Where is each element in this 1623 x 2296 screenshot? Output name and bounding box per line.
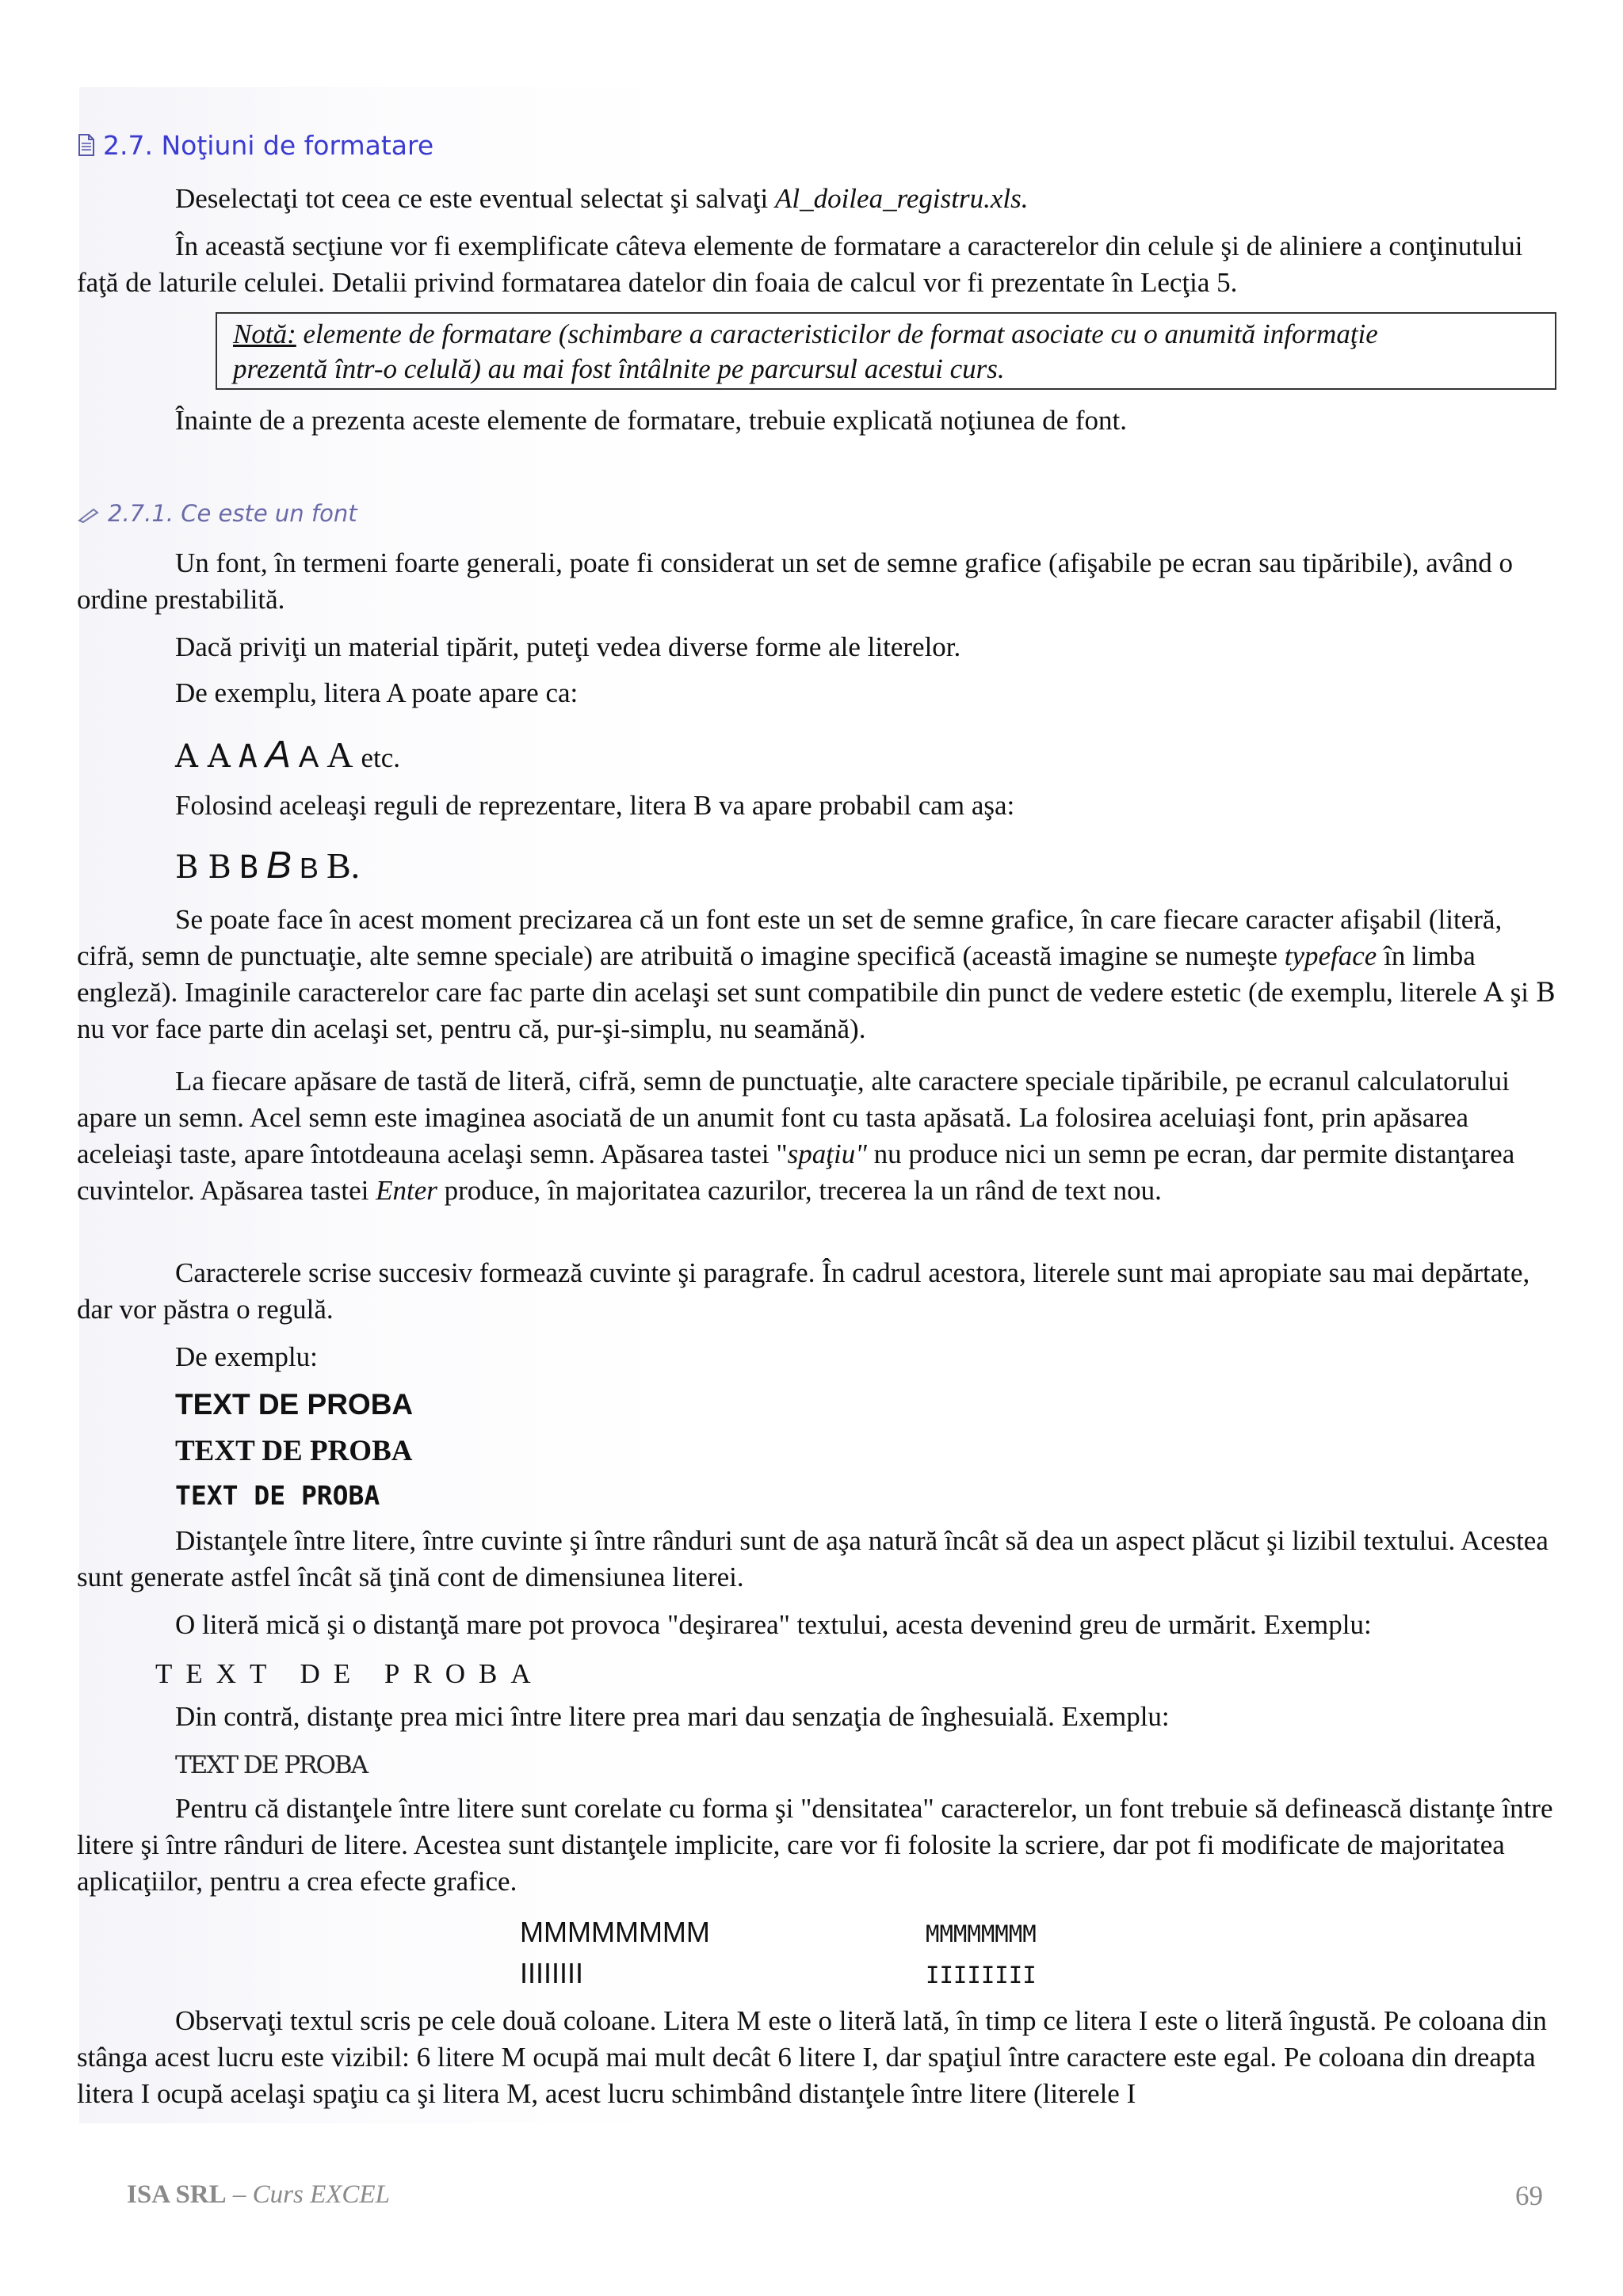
letter-a-sample: A: [175, 738, 200, 775]
inline-letter-b: B: [1535, 977, 1556, 1009]
letter-b-sample: B.: [326, 845, 361, 886]
typeface-term: typeface: [1284, 940, 1377, 971]
letter-a-sample: A: [238, 738, 258, 775]
note-box: [216, 312, 1556, 390]
section-heading: [78, 130, 433, 162]
paragraph-default-spacing: Pentru că distanţele între litere sunt corelate cu forma şi "densitatea" caracterelor, un font trebuie să definească distanţe între litere şi între rânduri de litere. Acestea sunt distanţele implicite, care vor fi folosite la scriere, dar pot fi modificate de majoritatea aplicaţiilor, pentru a crea efecte grafice.: [77, 1793, 1553, 1897]
paragraph-loose: O literă mică şi o distanţă mare pot provoca "deşirarea" textului, acesta devenind greu de urmărit. Exemplu:: [175, 1609, 1372, 1640]
note-label: Notă:: [233, 318, 296, 349]
footer-company: ISA SRL: [127, 2180, 227, 2209]
m-row-monospace: MMMMMMMM: [926, 1920, 1037, 1947]
letter-a-sample: A: [327, 734, 353, 775]
p6-text-a: La fiecare apăsare de tastă de literă, cifră, semn de punctuaţie, alte caractere speciale tipăribile, pe ecranul calculatorului apare un semn. Acel semn este imaginea asociată de un anumit font cu tasta apăsată. La folosirea aceluiaşi font, prin apăsarea aceleiaşi taste, apare întotdeauna acelaşi semn. Apăsarea tastei ": [77, 1066, 1510, 1169]
paragraph-keypress: [77, 1063, 1559, 1209]
paragraph-example-b: Folosind aceleaşi reguli de reprezentare, litera B va apare probabil cam aşa:: [175, 790, 1015, 821]
paragraph-font-definition: Un font, în termeni foarte generali, poate fi considerat un set de semne grafice (afişabile pe ecran sau tipăribile), având o ordine prestabilită.: [77, 547, 1514, 615]
paragraph-example-label: De exemplu:: [175, 1341, 318, 1372]
p6-text-c: produce, în majoritatea cazurilor, trecerea la un rând de text nou.: [437, 1175, 1162, 1206]
p5-si: şi: [1503, 977, 1536, 1008]
footer-course: Curs EXCEL: [252, 2180, 390, 2209]
file-name: Al_doilea_registru.xls.: [774, 183, 1029, 214]
paragraph-tight: Din contră, distanţe prea mici între litere prea mari dau senzaţia de înghesuială. Exemplu:: [175, 1701, 1170, 1732]
etc-text: etc.: [361, 742, 401, 773]
note-text-1: elemente de formatare (schimbare a caracteristicilor de format asociate cu o anumită informaţie: [296, 318, 1378, 349]
sample-text-loose: TEXT DE PROBA: [155, 1658, 544, 1689]
letter-b-sample: B: [265, 845, 292, 887]
letter-a-sample: A: [265, 734, 291, 776]
space-key-term: spaţiu": [787, 1138, 867, 1169]
enter-key-term: Enter: [376, 1175, 437, 1206]
i-row-proportional: IIIIIIII: [520, 1957, 584, 1989]
letter-a-sample: A: [207, 738, 231, 775]
m-row-proportional: MMMMMMMM: [520, 1916, 710, 1948]
inline-letter-a: A: [1484, 977, 1503, 1009]
p6-text-b: nu produce nici un semn pe ecran, dar permite distanţarea cuvintelor. Apăsarea tastei: [77, 1138, 1515, 1206]
section-title: 2.7. Noţiuni de formatare: [103, 130, 434, 161]
paragraph-before-font: Înainte de a prezenta aceste elemente de formatare, trebuie explicată noţiunea de font.: [175, 405, 1128, 436]
subsection-heading: [78, 500, 357, 528]
footer-separator: –: [226, 2180, 253, 2209]
p5-text-c: nu vor face parte din acelaşi set, pentru că, pur-şi-simplu, nu seamănă).: [77, 1013, 866, 1044]
sample-text-serif: TEXT DE PROBA: [175, 1435, 413, 1467]
paragraph-spacing: Distanţele între litere, între cuvinte şi între rânduri sunt de aşa natură încât să dea un aspect plăcut şi lizibil textului. Acestea sunt generate astfel încât să ţină cont de dimensiunea literei.: [77, 1525, 1549, 1592]
i-row-monospace: IIIIIIII: [926, 1962, 1037, 1989]
para1-text: Deselectaţi tot ceea ce este eventual selectat şi salvaţi: [175, 183, 775, 214]
sample-text-mono: TEXT DE PROBA: [175, 1480, 380, 1511]
letter-b-sample: B: [175, 849, 200, 886]
paragraph-save: [175, 181, 1029, 217]
footer-left: [127, 2180, 390, 2210]
page-number: 69: [1515, 2180, 1543, 2211]
letter-a-samples: [175, 735, 400, 778]
sample-text-tight: TEXT DE PROBA: [175, 1751, 368, 1779]
note-line-2: prezentă într-o celulă) au mai fost întâlnite pe parcursul acestui curs.: [233, 353, 1005, 384]
paragraph-example-a: De exemplu, litera A poate apare ca:: [175, 677, 579, 708]
letter-a-sample: A: [298, 741, 319, 774]
subsection-title: 2.7.1. Ce este un font: [108, 500, 357, 527]
letter-b-sample: B: [239, 849, 258, 886]
p5-text-b: în limba engleză). Imaginile caracterelor care fac parte din acelaşi set sunt compatibile din punct de vedere estetic (de exemplu, literele: [77, 940, 1484, 1008]
p5-text-a: Se poate face în acest moment precizarea că un font este un set de semne grafice, în care fiecare caracter afişabil (literă, cifră, semn de punctuaţie, alte semne speciale) are atribuită o imagine specifică (această imagine se numeşte: [77, 904, 1503, 971]
document-icon: [78, 132, 95, 162]
paragraph-intro: În această secţiune vor fi exemplificate câteva elemente de formatare a caracterelor din celule şi de aliniere a conţinutului faţă de laturile celulei. Detalii privind formatarea datelor din foaia de calcul vor fi prezentate în Lecţia 5.: [77, 231, 1523, 298]
letter-b-sample: B: [208, 849, 231, 886]
letter-b-samples: [175, 846, 360, 888]
sample-text-sans: TEXT DE PROBA: [175, 1388, 414, 1421]
note-line-1: [233, 317, 1539, 352]
letter-b-sample: B: [299, 852, 319, 884]
paragraph-typeface: [77, 902, 1559, 1047]
paragraph-printed-material: Dacă priviţi un material tipărit, puteţi vedea diverse forme ale literelor.: [175, 631, 961, 662]
pencil-icon: [78, 502, 100, 528]
paragraph-words: Caracterele scrise succesiv formează cuvinte şi paragrafe. În cadrul acestora, literele sunt mai apropiate sau mai depărtate, dar vor păstra o regulă.: [77, 1257, 1530, 1325]
paragraph-columns: Observaţi textul scris pe cele două coloane. Litera M este o literă lată, în timp ce litera I este o literă îngustă. Pe coloana din stânga acest lucru este vizibil: 6 litere M ocupă mai mult decât 6 litere I, dar spaţiul între caractere este egal. Pe coloana din dreapta litera I ocupă acelaşi spaţiu ca şi litera M, acest lucru schimbând distanţele între litere (literele I: [77, 2005, 1547, 2109]
